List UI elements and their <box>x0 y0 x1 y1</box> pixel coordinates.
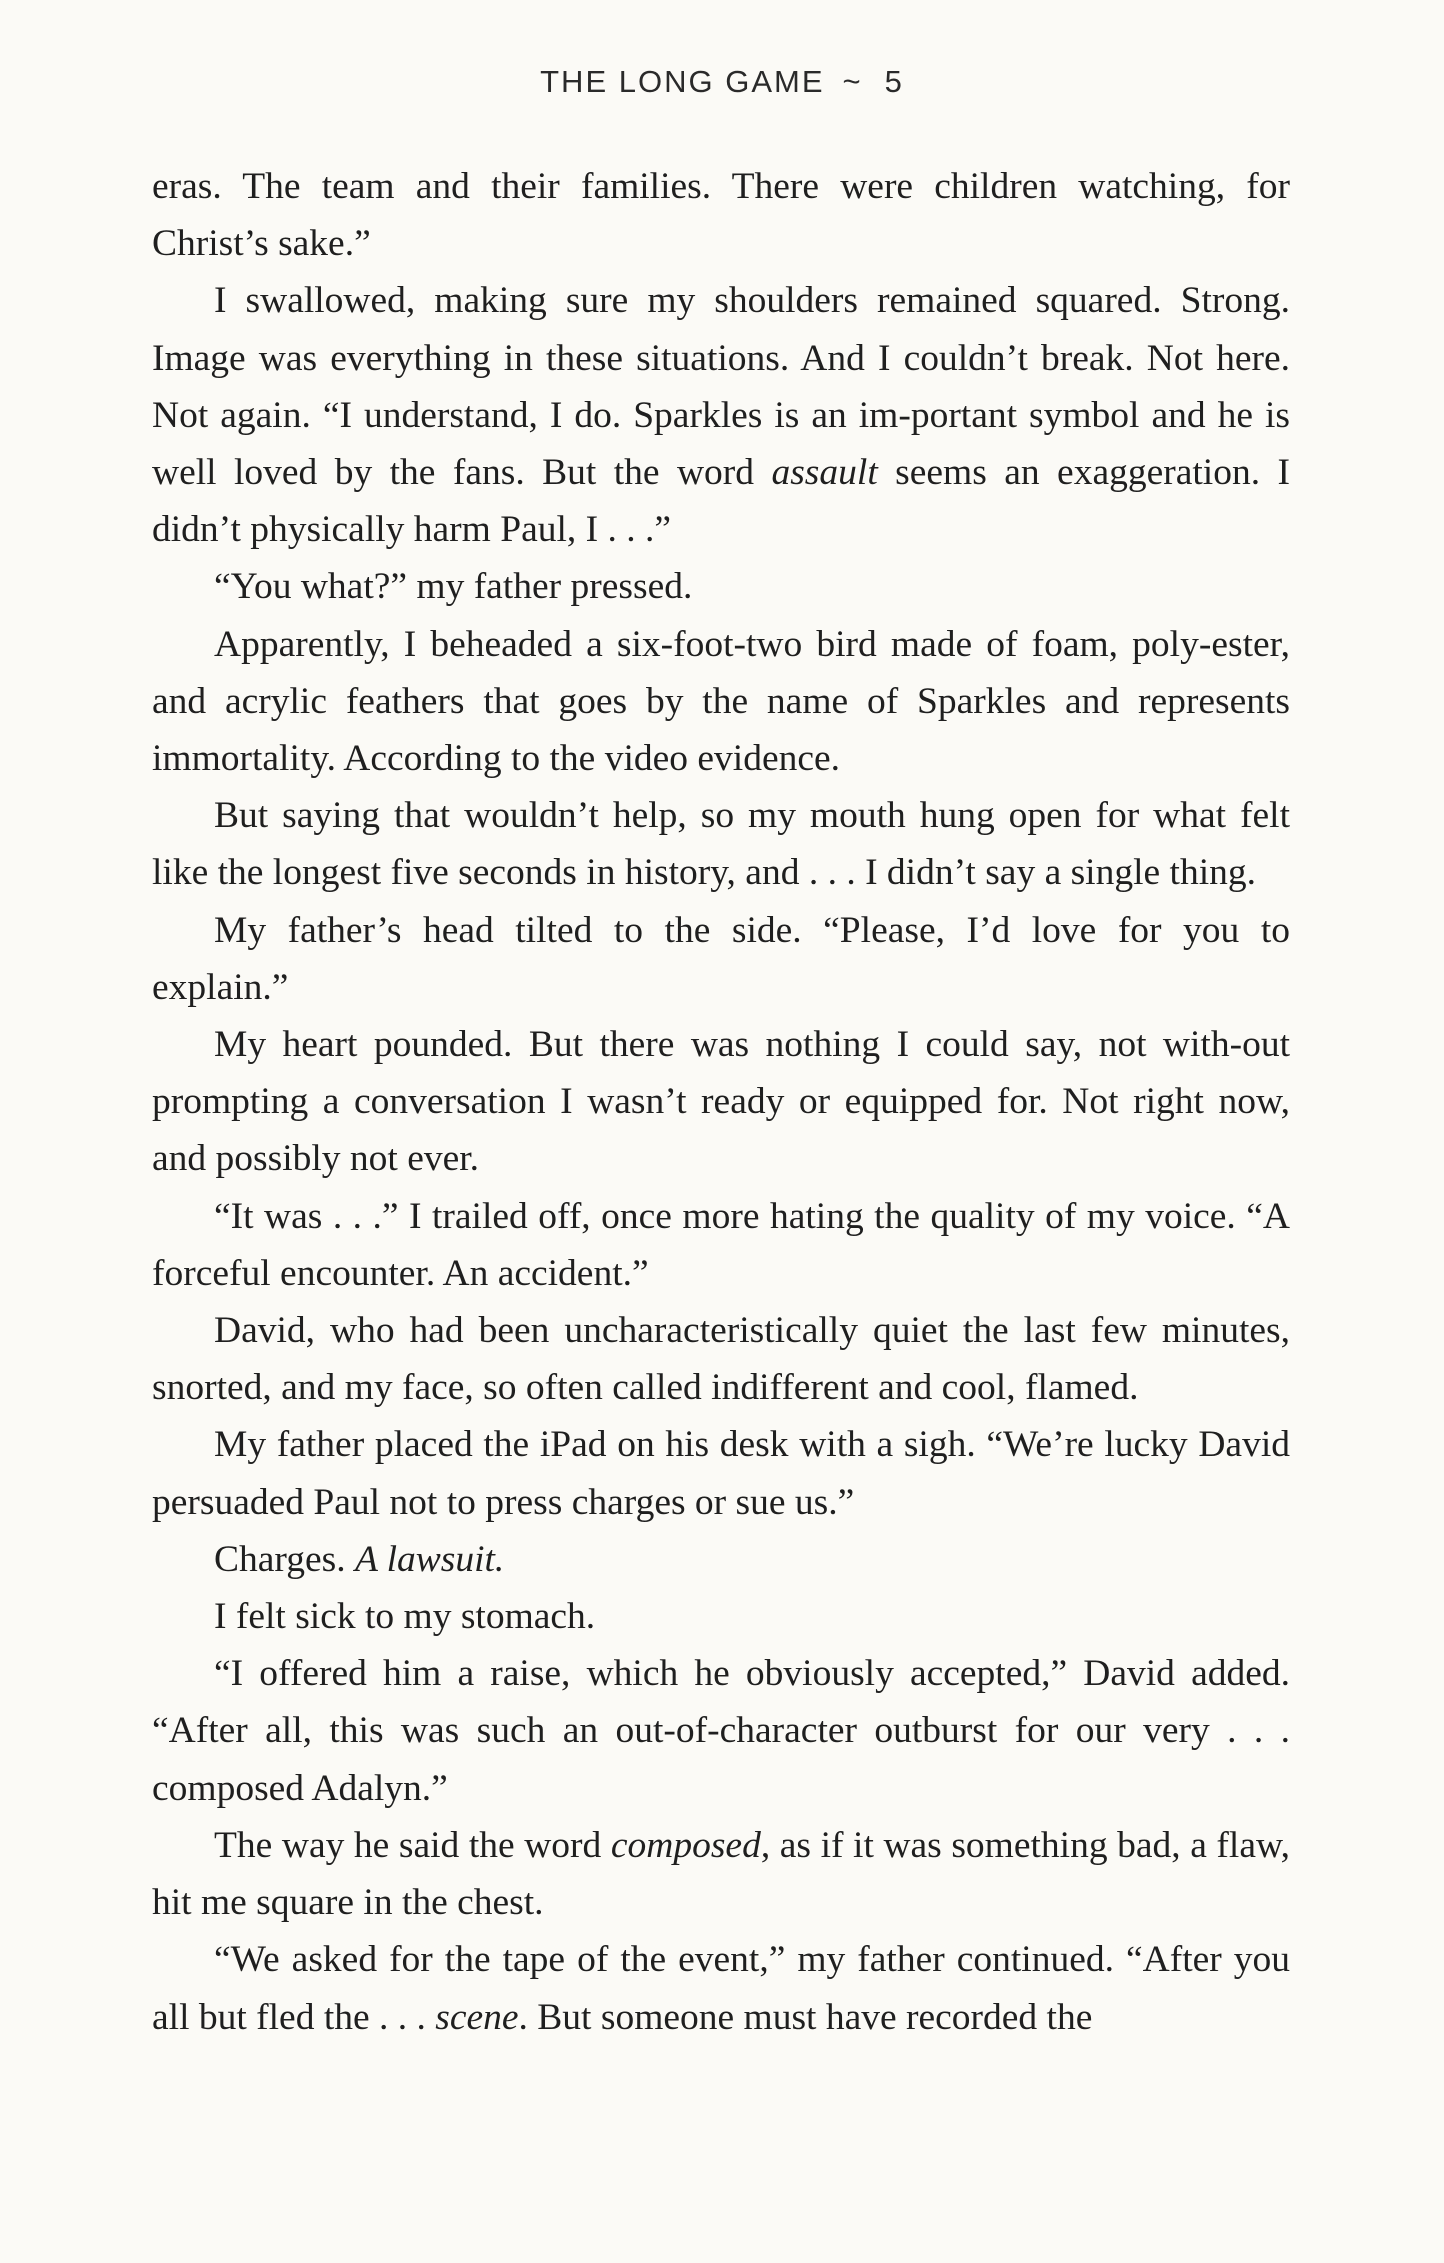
emphasis: scene <box>435 1996 519 2038</box>
paragraph: “It was . . .” I trailed off, once more hating the quality of my voice. “A forceful encounter. An accident.” <box>152 1195 1290 1294</box>
emphasis: composed <box>610 1824 761 1866</box>
emphasis: A lawsuit. <box>354 1538 505 1580</box>
paragraph: Charges. A lawsuit. <box>214 1538 505 1580</box>
title-separator: ~ <box>842 64 863 99</box>
paragraph: “You what?” my father pressed. <box>214 566 693 608</box>
paragraph: The way he said the word composed, as if it was something bad, a flaw, hit me square in the chest. <box>152 1824 1291 1924</box>
paragraph: eras. The team and their families. There were children watching, for Christ’s sake.” <box>152 166 1290 265</box>
paragraph: My father placed the iPad on his desk with a sigh. “We’re lucky David persuaded Paul not to press charges or sue us.” <box>152 1424 1290 1523</box>
page-number: 5 <box>884 64 904 99</box>
paragraph: David, who had been uncharacteristically quiet the last few minutes, snorted, and my face, so often called indifferent and cool, flamed. <box>152 1310 1290 1409</box>
paragraph: But saying that wouldn’t help, so my mouth hung open for what felt like the longest five seconds in history, and . . . I didn’t say a single thing. <box>152 795 1290 894</box>
emphasis: assault <box>771 452 878 494</box>
paragraph: My heart pounded. But there was nothing I could say, not with-out prompting a conversation I wasn’t ready or equipped for. Not right now, and possibly not ever. <box>152 1024 1290 1180</box>
paragraph: Apparently, I beheaded a six-foot-two bird made of foam, poly-ester, and acrylic feathers that goes by the name of Sparkles and represents immortality. According to the video evidence. <box>152 623 1290 780</box>
paragraph: “I offered him a raise, which he obviously accepted,” David added. “After all, this was such an out-of-character outburst for our very . . . composed Adalyn.” <box>152 1653 1290 1809</box>
paragraph: I swallowed, making sure my shoulders remained squared. Strong. Image was everything in these situations. And I couldn’t break. Not here. Not again. “I understand, I do. Sparkles is an im-portant symbol and he is well loved by the fans. But the word assault seems an exaggeration. I didn’t physically harm Paul, I . . .” <box>152 280 1290 551</box>
body-text <box>152 158 1290 2046</box>
book-title: THE LONG GAME <box>540 64 825 99</box>
paragraph: “We asked for the tape of the event,” my father continued. “After you all but fled the . . . scene. But someone must have recorded the <box>152 1939 1290 2038</box>
paragraph: I felt sick to my stomach. <box>214 1596 596 1638</box>
running-head <box>0 64 1444 100</box>
paragraph: My father’s head tilted to the side. “Please, I’d love for you to explain.” <box>152 909 1290 1008</box>
